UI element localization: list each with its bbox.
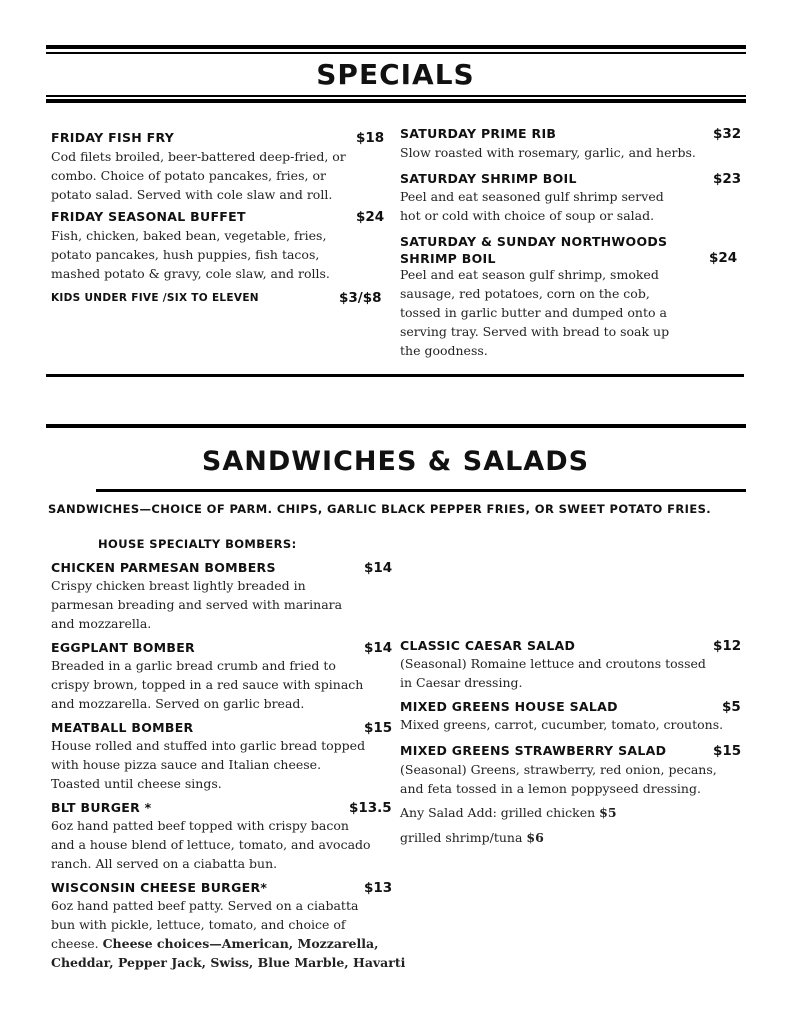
item-title: FRIDAY SEASONAL BUFFET — [51, 209, 246, 224]
item-price: $13.5 — [349, 800, 392, 816]
item-price: $3/$8 — [339, 290, 382, 306]
item-description: Crispy chicken breast lightly breaded in parmesan breading and served with marinara and mozzarella. — [51, 578, 343, 631]
top-rule-thin — [46, 52, 746, 54]
item-description: (Seasonal) Romaine lettuce and croutons tossed in Caesar dressing. — [400, 656, 706, 690]
sandwiches-subheading: SANDWICHES—CHOICE OF PARM. CHIPS, GARLIC BLACK PEPPER FRIES, OR SWEET POTATO FRIES. — [48, 502, 712, 516]
item-price: $18 — [356, 130, 385, 146]
specials-underline-thick — [46, 99, 746, 103]
item-description: Mixed greens, carrot, cucumber, tomato, croutons. — [400, 717, 724, 732]
item-price: $15 — [713, 743, 742, 759]
item-title: KIDS UNDER FIVE /SIX TO ELEVEN — [51, 292, 259, 304]
item-description: 6oz hand patted beef patty. Served on a ciabatta bun with pickle, lettuce, tomato, and choice of cheese. Cheese choices—American, Mozzarella, Cheddar, Pepper Jack, Swiss, Blue Marble, Havarti — [51, 898, 406, 970]
specials-bottom-rule — [46, 374, 744, 377]
item-price: $32 — [713, 126, 742, 142]
item-description: Peel and eat seasoned gulf shrimp served hot or cold with choice of soup or salad. — [400, 189, 664, 223]
item-title: CLASSIC CAESAR SALAD — [400, 638, 576, 653]
item-description: Breaded in a garlic bread crumb and fried to crispy brown, topped in a red sauce with spinach and mozzarella. Served on garlic bread. — [51, 658, 364, 711]
item-title: SATURDAY & SUNDAY NORTHWOODS SHRIMP BOIL — [400, 234, 668, 266]
item-title: WISCONSIN CHEESE BURGER* — [51, 880, 268, 895]
specials-heading: SPECIALS — [316, 58, 475, 91]
item-description: Cod filets broiled, beer-battered deep-fried, or combo. Choice of potato pancakes, fries, or potato salad. Served with cole slaw and roll. — [51, 149, 346, 202]
item-price: $23 — [713, 171, 742, 187]
item-description: House rolled and stuffed into garlic bread topped with house pizza sauce and Italian cheese. Toasted until cheese sings. — [51, 738, 366, 791]
item-price: $24 — [709, 250, 738, 266]
top-rule-thick — [46, 45, 746, 49]
item-description: 6oz hand patted beef topped with crispy bacon and a house blend of lettuce, tomato, and avocado ranch. All served on a ciabatta bun. — [51, 818, 371, 871]
item-title: CHICKEN PARMESAN BOMBERS — [51, 560, 276, 575]
item-description: (Seasonal) Greens, strawberry, red onion, pecans, and feta tossed in a lemon poppyseed dressing. — [400, 762, 717, 796]
item-price: $14 — [364, 640, 393, 656]
item-title: SATURDAY PRIME RIB — [400, 126, 557, 141]
item-price: $24 — [356, 209, 385, 225]
sandwiches-heading: SANDWICHES & SALADS — [201, 446, 590, 477]
item-description: Slow roasted with rosemary, garlic, and herbs. — [400, 145, 696, 160]
sandwiches-underline — [96, 489, 746, 492]
item-price: $5 — [722, 699, 741, 715]
item-title: FRIDAY FISH FRY — [51, 130, 175, 145]
item-title: SATURDAY SHRIMP BOIL — [400, 171, 577, 186]
item-price: $14 — [364, 560, 393, 576]
house-specialty-label: HOUSE SPECIALTY BOMBERS: — [98, 537, 297, 551]
item-title: BLT BURGER * — [51, 800, 152, 815]
item-description: Peel and eat season gulf shrimp, smoked sausage, red potatoes, corn on the cob, tossed in garlic butter and dumped onto a serving tray. Served with bread to soak up the goodness. — [400, 267, 670, 358]
salad-add-note: grilled shrimp/tuna $6 — [400, 830, 544, 845]
item-title: MIXED GREENS STRAWBERRY SALAD — [400, 743, 667, 758]
item-description: Fish, chicken, baked bean, vegetable, fries, potato pancakes, hush puppies, fish tacos, mashed potato & gravy, cole slaw, and rolls. — [51, 228, 330, 281]
item-price: $15 — [364, 720, 393, 736]
item-price: $12 — [713, 638, 742, 654]
item-title: EGGPLANT BOMBER — [51, 640, 195, 655]
item-title: MEATBALL BOMBER — [51, 720, 194, 735]
item-title: MIXED GREENS HOUSE SALAD — [400, 699, 618, 714]
sandwiches-top-rule — [46, 424, 746, 428]
salad-add-note: Any Salad Add: grilled chicken $5 — [400, 805, 617, 820]
specials-underline-thin — [46, 95, 746, 97]
item-price: $13 — [364, 880, 393, 896]
